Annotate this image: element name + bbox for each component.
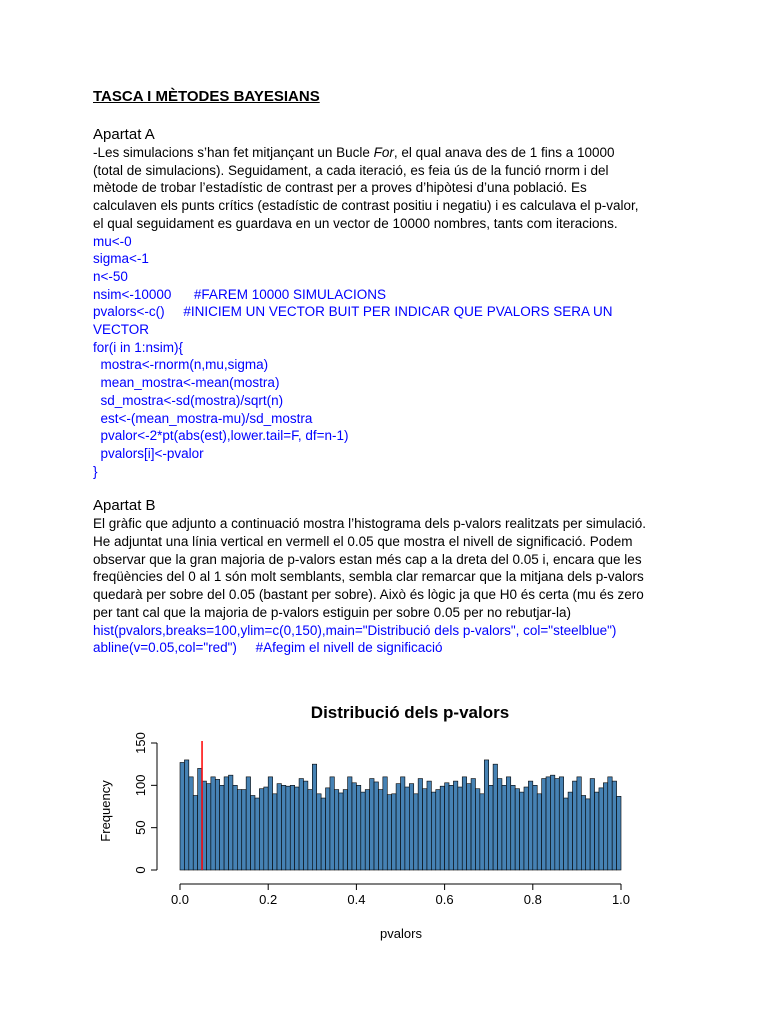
code-line: hist(pvalors,breaks=100,ylim=c(0,150),main="Distribució dels p-valors", col="steelblue") <box>93 622 617 638</box>
histogram-bar <box>484 760 488 870</box>
histogram-bar <box>220 785 224 870</box>
x-tick-label: 0.4 <box>347 892 366 907</box>
histogram-bar <box>246 777 250 870</box>
histogram-bar <box>577 777 581 870</box>
code-line: abline(v=0.05,col="red") #Afegim el nivell de significació <box>93 640 443 656</box>
histogram-bar <box>224 777 228 870</box>
histogram-bar <box>281 785 285 870</box>
histogram-bar <box>392 794 396 870</box>
code-line: mostra<-rnorm(n,mu,sigma) <box>93 357 269 373</box>
histogram-bar <box>277 784 281 870</box>
histogram-bar <box>330 777 334 870</box>
histogram-bar <box>555 779 559 870</box>
histogram-bar <box>229 775 233 870</box>
code-line: VECTOR <box>93 322 150 338</box>
histogram-bar <box>467 784 471 870</box>
section-a-paragraph-line: el qual seguidament es guardava en un vector de 10000 nombres, tants com iteracions. <box>93 215 618 231</box>
histogram-bar <box>409 784 413 870</box>
histogram-bar <box>595 792 599 870</box>
histogram-bar <box>273 794 277 870</box>
section-a-paragraph-line: mètode de trobar l’estadístic de contrast per a proves d’hipòtesi d’una població. Es <box>93 180 587 196</box>
code-line: sigma<-1 <box>93 251 149 267</box>
section-a-paragraph-line: -Les simulacions s’han fet mitjançant un Bucle For, el qual anava des de 1 fins a 10000 <box>93 145 615 160</box>
section-b-paragraph-line: per tant cal que la majoria de p-valors estiguin per sobre 0.05 per no rebutjar-la) <box>93 604 572 620</box>
histogram-bar <box>383 777 387 870</box>
histogram-bar <box>374 782 378 870</box>
histogram-bar <box>189 777 193 870</box>
histogram-bar <box>559 777 563 870</box>
code-line: mu<-0 <box>93 233 132 249</box>
x-axis-label: pvalors <box>380 926 422 941</box>
histogram-bar <box>436 790 440 870</box>
histogram-bar <box>533 785 537 870</box>
histogram-bar <box>617 796 621 870</box>
histogram-bar <box>387 795 391 870</box>
histogram-bar <box>308 790 312 870</box>
histogram-bar <box>206 784 210 870</box>
histogram-bar <box>449 785 453 870</box>
section-b-paragraph-line: observar que la gran majoria de p-valors estan més cap a la dreta del 0.05 i, encara que les <box>93 551 642 567</box>
histogram-bar <box>303 781 307 870</box>
histogram-bar <box>418 779 422 870</box>
x-tick-label: 0.0 <box>170 892 190 907</box>
code-line: pvalors[i]<-pvalor <box>93 445 204 461</box>
histogram-bar <box>348 777 352 870</box>
x-tick-label: 1.0 <box>611 892 631 907</box>
histogram-bar <box>268 777 272 870</box>
histogram-bar <box>520 792 524 870</box>
code-line: for(i in 1:nsim){ <box>93 339 184 355</box>
histogram-bar <box>299 779 303 870</box>
histogram-bar <box>378 790 382 870</box>
histogram-bar <box>550 775 554 870</box>
histogram-bar <box>356 785 360 870</box>
histogram-bar <box>506 777 510 870</box>
histogram-bar <box>568 792 572 870</box>
histogram-bar <box>326 788 330 870</box>
histogram-bar <box>317 794 321 870</box>
histogram-bar <box>524 787 528 870</box>
histogram-bar <box>542 779 546 870</box>
section-b-paragraph-line: quedarà per sobre del 0.05 (bastant per sobre). Això és lògic ja que H0 és certa (mu és zero <box>93 587 644 603</box>
histogram-bar <box>498 779 502 870</box>
section-b-paragraph-line: He adjuntat una línia vertical en vermell el 0.05 que mostra el nivell de significació. Podem <box>93 534 633 550</box>
histogram-bar <box>370 779 374 870</box>
histogram-bar <box>405 787 409 870</box>
code-line: mean_mostra<-mean(mostra) <box>93 375 280 391</box>
histogram-bar <box>572 781 576 870</box>
histogram-bar <box>493 764 497 870</box>
histogram-bar <box>251 795 255 870</box>
histogram-bar <box>599 788 603 870</box>
histogram-bar <box>511 785 515 870</box>
histogram-bar <box>286 786 290 870</box>
code-line: n<-50 <box>93 268 128 284</box>
histogram-bar <box>264 787 268 870</box>
histogram-bar <box>586 799 590 870</box>
histogram-bar <box>423 789 427 870</box>
histogram-bar <box>475 789 479 870</box>
histogram-bar <box>290 785 294 870</box>
histogram-bar <box>255 798 259 870</box>
y-axis-label: Frequency <box>98 780 113 842</box>
histogram-bar <box>528 781 532 870</box>
histogram-bar <box>352 783 356 870</box>
histogram-bar <box>440 786 444 870</box>
histogram-bar <box>612 781 616 870</box>
x-tick-label: 0.8 <box>523 892 542 907</box>
histogram-bar <box>546 777 550 870</box>
histogram-bar <box>321 798 325 870</box>
section-b-paragraph-line: freqüències del 0 al 1 són molt semblants, sembla clar remarcar que la mitjana dels p-valors <box>93 569 644 585</box>
histogram-bar <box>334 790 338 870</box>
histogram-bar <box>343 790 347 870</box>
histogram-bar <box>462 777 466 870</box>
histogram-bar <box>590 779 594 870</box>
histogram-bar <box>312 764 316 870</box>
histogram-bar <box>458 787 462 870</box>
histogram-chart <box>90 695 650 955</box>
histogram-bar <box>431 792 435 870</box>
histogram-bar <box>339 793 343 870</box>
histogram-bar <box>361 792 365 870</box>
histogram-bar <box>489 785 493 870</box>
histogram-bar <box>453 781 457 870</box>
histogram-bar <box>414 794 418 870</box>
y-tick-label: 100 <box>133 774 148 797</box>
document-title: TASCA I MÈTODES BAYESIANS <box>93 88 320 105</box>
x-tick-label: 0.2 <box>259 892 278 907</box>
section-b-paragraph-line: El gràfic que adjunto a continuació mostra l’histograma dels p-valors realitzats per simulació. <box>93 516 647 532</box>
code-line: pvalor<-2*pt(abs(est),lower.tail=F, df=n-1) <box>93 428 349 444</box>
document-page <box>93 88 693 657</box>
histogram-bar <box>471 779 475 870</box>
y-tick-label: 150 <box>133 732 148 754</box>
histogram-bar <box>237 790 241 870</box>
y-tick-label: 50 <box>133 820 148 835</box>
histogram-bar <box>295 787 299 870</box>
histogram-bar <box>537 794 541 870</box>
histogram-bar <box>564 798 568 870</box>
code-line: pvalors<-c() #INICIEM UN VECTOR BUIT PER INDICAR QUE PVALORS SERA UN <box>93 304 613 320</box>
x-tick-label: 0.6 <box>435 892 454 907</box>
histogram-bar <box>193 795 197 870</box>
section-a-paragraph-line: (total de simulacions). Seguidament, a cada iteració, es feia ús de la funció rnorm i del <box>93 162 609 178</box>
chart-title: Distribució dels p-valors <box>310 703 510 722</box>
histogram-bar <box>515 789 519 870</box>
histogram-bar <box>365 790 369 870</box>
code-line: nsim<-10000 #FAREM 10000 SIMULACIONS <box>93 286 386 302</box>
histogram-bar <box>608 777 612 870</box>
histogram-bar <box>427 781 431 870</box>
histogram-bar <box>242 790 246 870</box>
section-b-heading: Apartat B <box>93 497 156 515</box>
histogram-bar <box>401 777 405 870</box>
histogram-bar <box>184 760 188 870</box>
histogram-bar <box>215 779 219 870</box>
histogram-bar <box>211 777 215 870</box>
histogram-bar <box>259 789 263 870</box>
histogram-bar <box>480 794 484 870</box>
y-tick-label: 0 <box>133 866 148 874</box>
code-line: est<-(mean_mostra-mu)/sd_mostra <box>93 410 313 426</box>
histogram-bar <box>445 783 449 870</box>
section-a-paragraph-line: calculaven els punts crítics (estadístic de contrast positiu i negatiu) i es calculava el p-valor, <box>93 198 639 214</box>
histogram-bar <box>396 784 400 870</box>
histogram-bar <box>180 762 184 870</box>
code-line: } <box>93 463 98 479</box>
histogram-bar <box>603 783 607 870</box>
histogram-bar <box>502 785 506 870</box>
section-a-heading: Apartat A <box>93 126 155 143</box>
histogram-bar <box>233 785 237 870</box>
histogram-bar <box>581 795 585 870</box>
code-line: sd_mostra<-sd(mostra)/sqrt(n) <box>93 392 284 408</box>
